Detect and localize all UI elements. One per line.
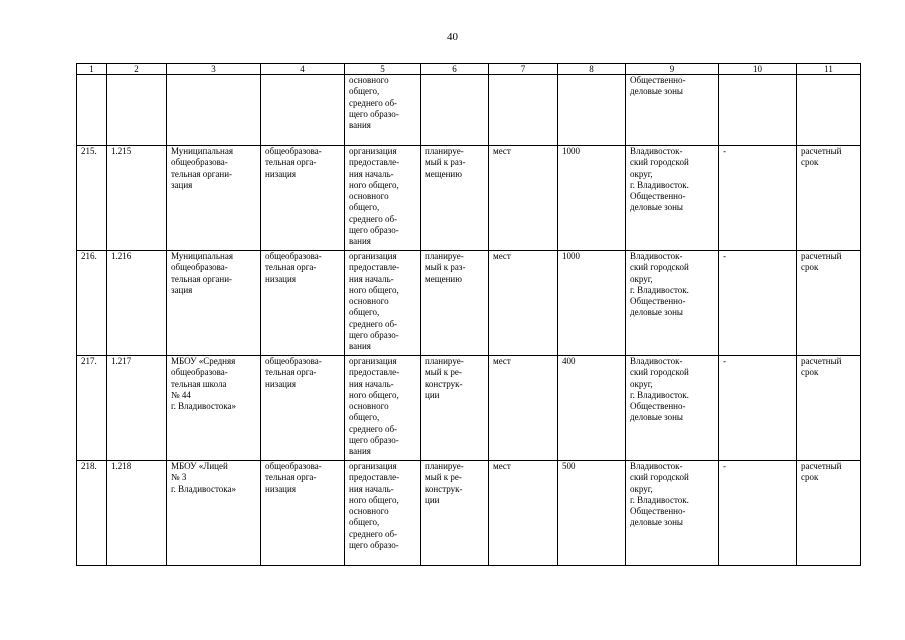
- cell-location: Владивосток- ский городской округ, г. Владивосток. Общественно- деловые зоны: [626, 251, 719, 356]
- cell-status: планируе- мый к ре- конструк- ции: [421, 461, 489, 566]
- cell-type: общеобразова- тельная орга- низация: [261, 461, 345, 566]
- data-table: [76, 63, 861, 566]
- cell-capacity: 400: [558, 356, 626, 461]
- cell-status: [421, 75, 489, 146]
- cell-code: 1.218: [107, 461, 167, 566]
- cell-purpose: организация предоставле- ния началь- ного общего, основного общего, среднего об- щего образо- вания: [345, 251, 421, 356]
- cell-location: Владивосток- ский городской округ, г. Владивосток. Общественно- деловые зоны: [626, 146, 719, 251]
- cell-number: 217.: [77, 356, 107, 461]
- cell-code: [107, 75, 167, 146]
- header-cell: 2: [107, 64, 167, 75]
- header-cell: 6: [421, 64, 489, 75]
- cell-type: общеобразова- тельная орга- низация: [261, 356, 345, 461]
- cell-term: расчетный срок: [797, 356, 861, 461]
- cell-number: 216.: [77, 251, 107, 356]
- cell-unit: [489, 75, 558, 146]
- cell-status: планируе- мый к раз- мещению: [421, 251, 489, 356]
- page-number: 40: [447, 31, 458, 43]
- cell-capacity: [558, 75, 626, 146]
- cell-number: [77, 75, 107, 146]
- cell-code: 1.217: [107, 356, 167, 461]
- cell-purpose: организация предоставле- ния началь- ного общего, основного общего, среднего об- щего образо-: [345, 461, 421, 566]
- header-cell: 9: [626, 64, 719, 75]
- header-cell: 3: [167, 64, 261, 75]
- cell-capacity: 500: [558, 461, 626, 566]
- header-cell: 5: [345, 64, 421, 75]
- table-row: [77, 146, 861, 251]
- cell-code: 1.216: [107, 251, 167, 356]
- cell-purpose: организация предоставле- ния началь- ного общего, основного общего, среднего об- щего образо- вания: [345, 356, 421, 461]
- header-row: [77, 64, 861, 75]
- cell-type: [261, 75, 345, 146]
- cell-name: Муниципальная общеобразова- тельная органи- зация: [167, 251, 261, 356]
- cell-number: 218.: [77, 461, 107, 566]
- cell-status: планируе- мый к раз- мещению: [421, 146, 489, 251]
- cell-term: расчетный срок: [797, 146, 861, 251]
- cell-type: общеобразова- тельная орга- низация: [261, 251, 345, 356]
- cell-term: расчетный срок: [797, 251, 861, 356]
- cell-location: Общественно- деловые зоны: [626, 75, 719, 146]
- cell-name: МБОУ «Средняя общеобразова- тельная школа № 44 г. Владивостока»: [167, 356, 261, 461]
- header-cell: 10: [719, 64, 797, 75]
- cell-term: [797, 75, 861, 146]
- table-row: [77, 356, 861, 461]
- cell-zone: -: [719, 461, 797, 566]
- header-cell: 8: [558, 64, 626, 75]
- cell-zone: -: [719, 356, 797, 461]
- cell-unit: мест: [489, 356, 558, 461]
- cell-location: Владивосток- ский городской округ, г. Владивосток. Общественно- деловые зоны: [626, 356, 719, 461]
- cell-type: общеобразова- тельная орга- низация: [261, 146, 345, 251]
- cell-name: Муниципальная общеобразова- тельная органи- зация: [167, 146, 261, 251]
- table-row: [77, 251, 861, 356]
- cell-name: [167, 75, 261, 146]
- cell-unit: мест: [489, 146, 558, 251]
- header-cell: 7: [489, 64, 558, 75]
- cell-purpose: организация предоставле- ния началь- ного общего, основного общего, среднего об- щего образо- вания: [345, 146, 421, 251]
- cell-location: Владивосток- ский городской округ, г. Владивосток. Общественно- деловые зоны: [626, 461, 719, 566]
- cell-code: 1.215: [107, 146, 167, 251]
- table-row: [77, 461, 861, 566]
- cell-capacity: 1000: [558, 251, 626, 356]
- cell-status: планируе- мый к ре- конструк- ции: [421, 356, 489, 461]
- cell-zone: [719, 75, 797, 146]
- cell-zone: -: [719, 251, 797, 356]
- cell-unit: мест: [489, 251, 558, 356]
- cell-purpose: основного общего, среднего об- щего образо- вания: [345, 75, 421, 146]
- header-cell: 1: [77, 64, 107, 75]
- cell-term: расчетный срок: [797, 461, 861, 566]
- cell-zone: -: [719, 146, 797, 251]
- cell-capacity: 1000: [558, 146, 626, 251]
- header-cell: 4: [261, 64, 345, 75]
- cell-name: МБОУ «Лицей № 3 г. Владивостока»: [167, 461, 261, 566]
- header-cell: 11: [797, 64, 861, 75]
- cell-unit: мест: [489, 461, 558, 566]
- table-row: [77, 75, 861, 146]
- cell-number: 215.: [77, 146, 107, 251]
